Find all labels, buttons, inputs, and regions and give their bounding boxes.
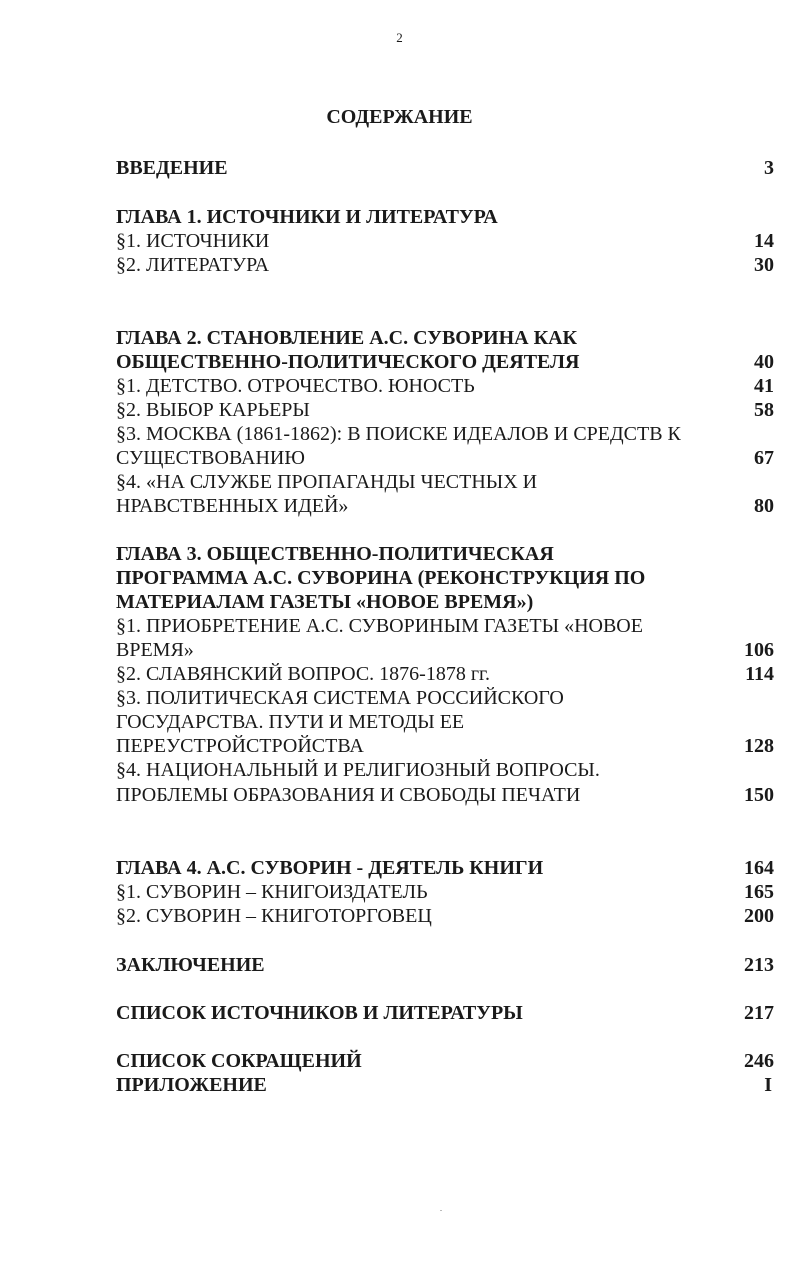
toc-entry-page: 30 bbox=[754, 254, 774, 276]
toc-entry bbox=[116, 205, 774, 229]
toc-entry-page: 3 bbox=[764, 157, 774, 179]
toc-entry-page: 80 bbox=[754, 495, 774, 517]
toc-entry bbox=[116, 1001, 774, 1025]
toc-entry-text: §1. ПРИОБРЕТЕНИЕ А.С. СУВОРИНЫМ ГАЗЕТЫ «НОВОЕ bbox=[116, 615, 643, 637]
toc-entry-text: ГЛАВА 4. А.С. СУВОРИН - ДЕЯТЕЛЬ КНИГИ bbox=[116, 857, 544, 879]
toc-entry bbox=[116, 614, 774, 638]
toc-entry bbox=[116, 758, 774, 782]
toc-entry-text: ЗАКЛЮЧЕНИЕ bbox=[116, 954, 265, 976]
toc-entry bbox=[116, 880, 774, 904]
toc-entry-text: §1. СУВОРИН – КНИГОИЗДАТЕЛЬ bbox=[116, 881, 428, 903]
toc-entry-page: 14 bbox=[754, 230, 774, 252]
toc-entry-page: 246 bbox=[744, 1050, 774, 1072]
toc-entry-text: ВВЕДЕНИЕ bbox=[116, 157, 228, 179]
toc-entry bbox=[116, 422, 774, 446]
toc-entry-text: ВРЕМЯ» bbox=[116, 639, 194, 661]
toc-entry bbox=[116, 1049, 774, 1073]
toc-entry-text: ГЛАВА 3. ОБЩЕСТВЕННО-ПОЛИТИЧЕСКАЯ bbox=[116, 543, 554, 565]
toc-entry-text: §2. СУВОРИН – КНИГОТОРГОВЕЦ bbox=[116, 905, 432, 927]
toc-entry-text: СПИСОК СОКРАЩЕНИЙ bbox=[116, 1050, 362, 1072]
toc-entry bbox=[116, 590, 774, 614]
toc-entry bbox=[116, 156, 774, 180]
toc-entry-text: ПЕРЕУСТРОЙСТРОЙСТВА bbox=[116, 735, 364, 757]
toc-title: СОДЕРЖАНИЕ bbox=[326, 106, 473, 128]
toc-entry-page: 58 bbox=[754, 399, 774, 421]
toc-entry-page: 128 bbox=[744, 735, 774, 757]
toc-entry bbox=[116, 662, 774, 686]
toc-entry-text: §1. ДЕТСТВО. ОТРОЧЕСТВО. ЮНОСТЬ bbox=[116, 375, 475, 397]
toc-entry-page: 217 bbox=[744, 1002, 774, 1024]
toc-entry-text: §4. «НА СЛУЖБЕ ПРОПАГАНДЫ ЧЕСТНЫХ И bbox=[116, 471, 538, 493]
toc-entry-page: 40 bbox=[754, 351, 774, 373]
toc-entry-page: 213 bbox=[744, 954, 774, 976]
toc-entry bbox=[116, 542, 774, 566]
toc-entry-page: 114 bbox=[745, 663, 774, 685]
toc-entry-text: §4. НАЦИОНАЛЬНЫЙ И РЕЛИГИОЗНЫЙ ВОПРОСЫ. bbox=[116, 759, 600, 781]
toc-entry-page: 106 bbox=[744, 639, 774, 661]
toc-entry-text: ПРОГРАММА А.С. СУВОРИНА (РЕКОНСТРУКЦИЯ ПО bbox=[116, 567, 646, 589]
scan-speck bbox=[440, 1210, 442, 1211]
toc-entry-text: ГЛАВА 1. ИСТОЧНИКИ И ЛИТЕРАТУРА bbox=[116, 206, 498, 228]
toc-entry bbox=[116, 253, 774, 277]
toc-entry-page: 150 bbox=[744, 784, 774, 806]
toc-entry bbox=[116, 398, 774, 422]
toc-entry bbox=[116, 1073, 774, 1097]
toc-entry-text: СПИСОК ИСТОЧНИКОВ И ЛИТЕРАТУРЫ bbox=[116, 1002, 523, 1024]
toc-entry-text: §2. СЛАВЯНСКИЙ ВОПРОС. 1876-1878 гг. bbox=[116, 663, 490, 685]
toc-entry-text: §2. ВЫБОР КАРЬЕРЫ bbox=[116, 399, 310, 421]
toc-entry bbox=[116, 566, 774, 590]
toc-entry-page: 164 bbox=[744, 857, 774, 879]
toc-entry-text: §1. ИСТОЧНИКИ bbox=[116, 230, 270, 252]
toc-entry-text: ПРОБЛЕМЫ ОБРАЗОВАНИЯ И СВОБОДЫ ПЕЧАТИ bbox=[116, 784, 581, 806]
toc-entry bbox=[116, 350, 774, 374]
toc-entry bbox=[116, 856, 774, 880]
toc-entry-text: §3. ПОЛИТИЧЕСКАЯ СИСТЕМА РОССИЙСКОГО bbox=[116, 687, 564, 709]
toc-entry-page: 41 bbox=[754, 375, 774, 397]
toc-entry-page: 67 bbox=[754, 447, 774, 469]
toc-entry bbox=[116, 904, 774, 928]
toc-entry bbox=[116, 446, 774, 470]
toc-entry bbox=[116, 710, 774, 734]
toc-entry-text: §2. ЛИТЕРАТУРА bbox=[116, 254, 270, 276]
toc-entry-page: 200 bbox=[744, 905, 774, 927]
toc-entry bbox=[116, 494, 774, 518]
toc-entry-text: §3. МОСКВА (1861-1862): В ПОИСКЕ ИДЕАЛОВ И СРЕДСТВ К bbox=[116, 423, 681, 445]
toc-entry-text: НРАВСТВЕННЫХ ИДЕЙ» bbox=[116, 495, 349, 517]
toc-entry-text: ПРИЛОЖЕНИЕ bbox=[116, 1074, 267, 1096]
toc-entry bbox=[116, 229, 774, 253]
page-number: 2 bbox=[396, 30, 403, 45]
toc-entry-text: МАТЕРИАЛАМ ГАЗЕТЫ «НОВОЕ ВРЕМЯ») bbox=[116, 591, 534, 613]
toc-entry-text: ОБЩЕСТВЕННО-ПОЛИТИЧЕСКОГО ДЕЯТЕЛЯ bbox=[116, 351, 580, 373]
toc-entry bbox=[116, 374, 774, 398]
toc-entry bbox=[116, 953, 774, 977]
toc-entry-page: I bbox=[764, 1074, 772, 1096]
toc-entry-text: ГОСУДАРСТВА. ПУТИ И МЕТОДЫ ЕЕ bbox=[116, 711, 465, 733]
toc-entry bbox=[116, 734, 774, 758]
toc-entry-text: СУЩЕСТВОВАНИЮ bbox=[116, 447, 305, 469]
toc-entry-text: ГЛАВА 2. СТАНОВЛЕНИЕ А.С. СУВОРИНА КАК bbox=[116, 327, 578, 349]
toc-entry bbox=[116, 686, 774, 710]
toc-entry bbox=[116, 783, 774, 807]
toc-entry-page: 165 bbox=[744, 881, 774, 903]
toc-entry bbox=[116, 326, 774, 350]
toc-entry bbox=[116, 638, 774, 662]
toc-entry bbox=[116, 470, 774, 494]
